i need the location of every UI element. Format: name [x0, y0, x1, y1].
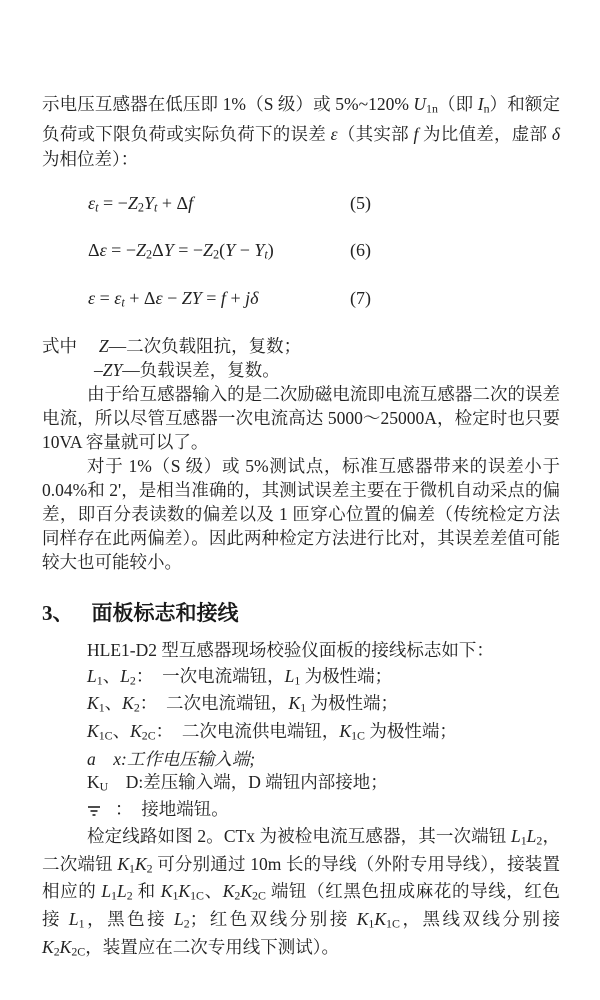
terminal-item-differential-voltage: KU D:差压输入端，D 端钮内部接地； — [87, 771, 388, 794]
terminal-item-secondary-current: K1、K2： 二次电流端钮，K1 为极性端； — [87, 693, 399, 715]
equation-7-formula: ε = εt + Δε − ZY = f + jδ — [88, 287, 259, 310]
section-title: 面板标志和接线 — [91, 600, 239, 625]
terminal-item-secondary-supply: K1C、K2C： 二次电流供电端钮，K1C 为极性端； — [87, 720, 457, 743]
equation-5-number: (5) — [350, 192, 371, 213]
equation-6-number: (6) — [350, 240, 371, 261]
earth-ground-icon — [87, 803, 101, 816]
paragraph-excitation-current: 由于给互感器输入的是二次励磁电流即电流互感器二次的误差电流，所以尽管互感器一次电流高达 5000～25000A，检定时也只要 10VA 容量就可以了。 — [42, 383, 560, 452]
equation-6 — [88, 238, 560, 268]
paragraph-wiring-instructions: 检定线路如图 2。CTx 为被检电流互感器，其一次端钮 L1L2，二次端钮 K1K2 可分别通过 10m 长的导线（外附专用导线），接装置相应的 L1L2 和 K1K1C、K2K2C 端钮（红黑色扭成麻花的导线，红色接 L1，黑色接 L2；红色双线分别接 K1K1C，黑线双线分别接 K2K2C，装置应在二次专用线下测试）。 — [42, 826, 561, 959]
terminal-item-primary-current: L1、L2： 一次电流端钮，L1 为极性端； — [87, 665, 393, 688]
equation-6-formula: Δε = −Z2ΔY = −Z2(Y − Yt) — [88, 240, 274, 262]
equation-block — [88, 191, 560, 316]
paragraph-error-definition: 示电压互感器在低压即 1%（S 级）或 5%~120% U1n（即 In）和额定负荷或下限负荷或实际负荷下的误差 ε（其实部 f 为比值差，虚部 δ 为相位差）： — [42, 94, 561, 169]
where-line-zy: –ZY—负载误差，复数。 — [94, 359, 280, 380]
equation-7 — [88, 286, 560, 316]
paragraph-panel-intro: HLE1-D2 型互感器现场校验仪面板的接线标志如下： — [87, 639, 494, 660]
terminal-item-ground-label: ： 接地端钮。 — [115, 799, 229, 820]
terminal-item-working-voltage: a x:工作电压输入端; — [87, 748, 256, 769]
where-clause — [42, 334, 560, 382]
equation-7-number: (7) — [350, 287, 371, 308]
section-heading — [42, 600, 560, 626]
equation-5-formula: εt = −Z2Yt + Δf — [88, 192, 194, 215]
terminal-item-ground — [87, 798, 560, 821]
equation-5 — [88, 191, 560, 221]
where-line-z: 式中 Z—二次负载阻抗，复数； — [42, 335, 302, 356]
section-number: 3、 — [42, 600, 74, 625]
terminal-list — [87, 665, 560, 821]
paragraph-test-accuracy: 对于 1%（S 级）或 5%测试点，标准互感器带来的误差小于 0.04%和 2'，是相当准确的，其测试误差主要在于微机自动采点的偏差，即百分表读数的偏差以及 1 匝穿心位置的偏差（传统检定方法同样存在此两偏差）。因此两种检定方法进行比对，其误差差值可能较大也可能较小。 — [42, 455, 560, 572]
